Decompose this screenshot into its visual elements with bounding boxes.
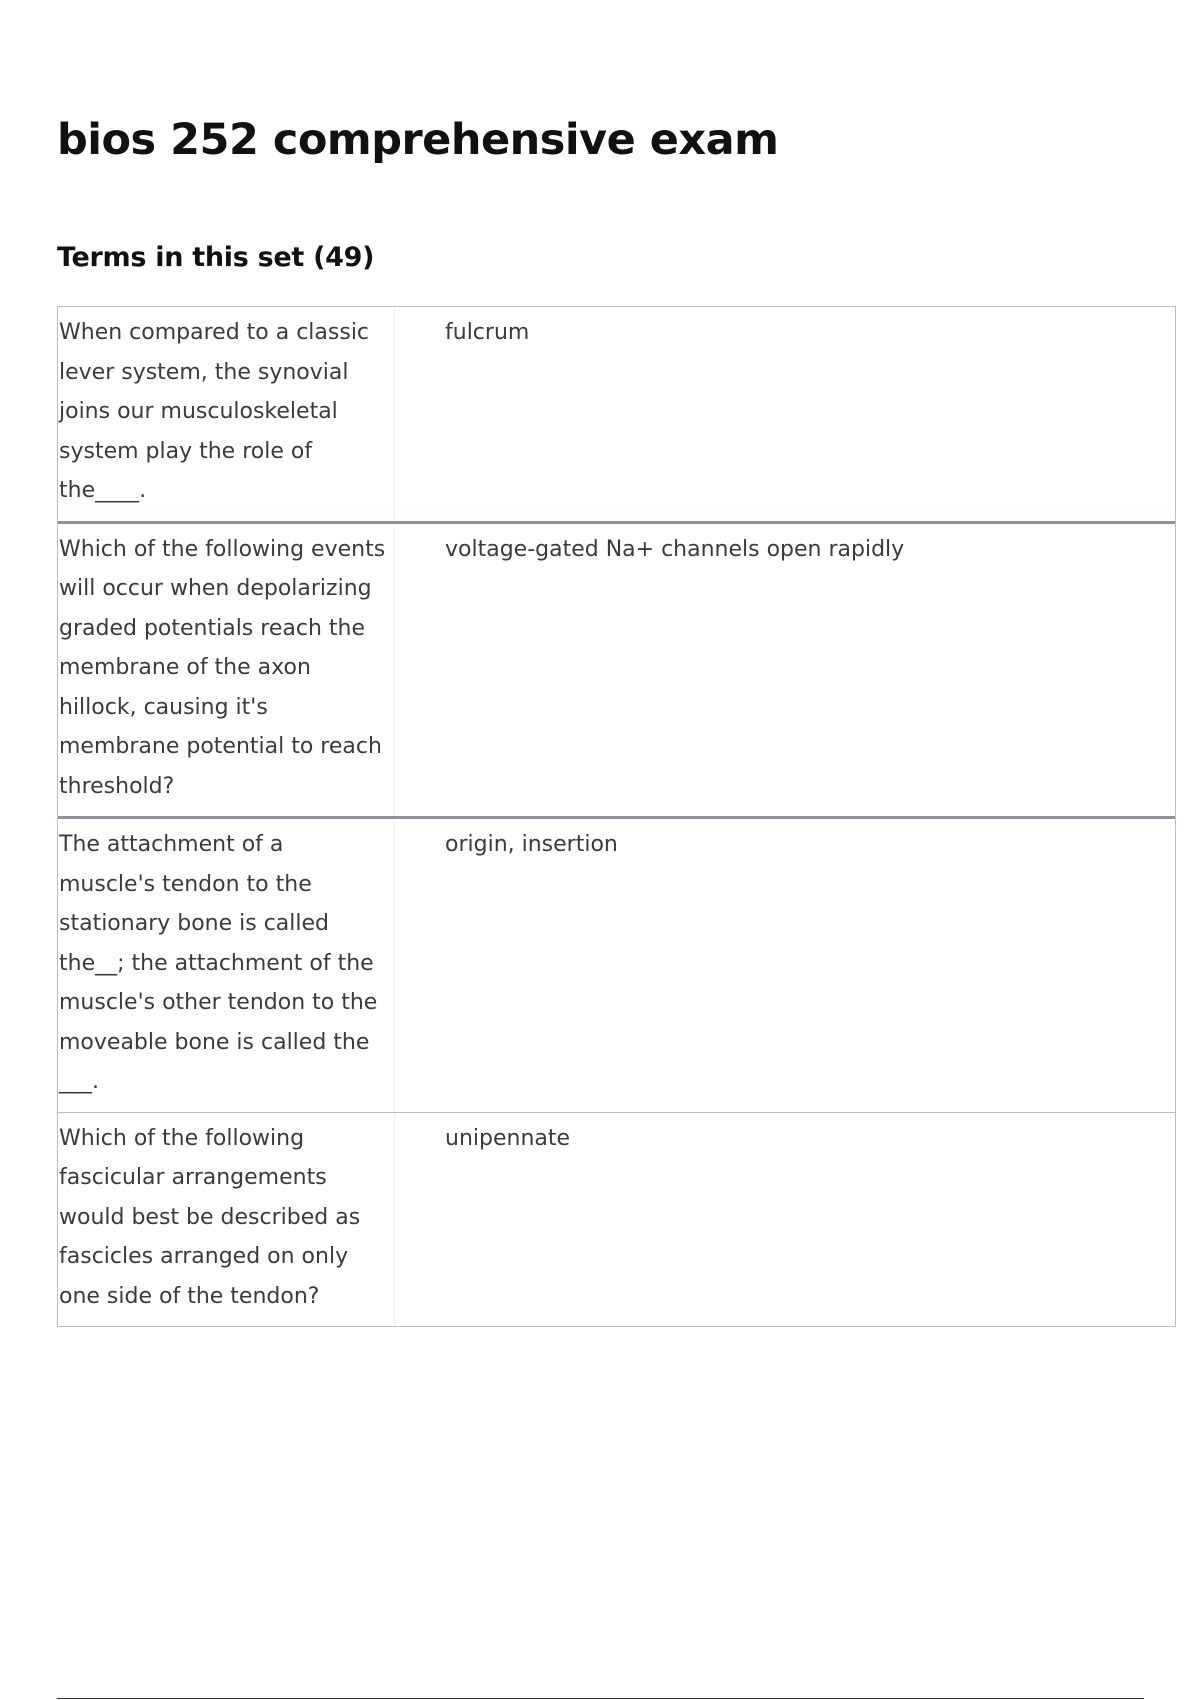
term-text: The attachment of a muscle's tendon to the stationary bone is called the__; the attachment of the muscle's other tendon to the moveable bone is called the ___. <box>58 819 395 1112</box>
table-row <box>58 1113 1175 1327</box>
term-text: Which of the following events will occur when depolarizing graded potentials reach the membrane of the axon hillock, causing it's membrane potential to reach threshold? <box>58 524 395 817</box>
table-row <box>58 819 1175 1113</box>
definition-text: voltage-gated Na+ channels open rapidly <box>445 536 905 562</box>
definition-text: unipennate <box>445 1125 571 1151</box>
definition-text: fulcrum <box>445 320 530 345</box>
definition-text: origin, insertion <box>445 832 618 857</box>
footer-divider <box>57 1698 1144 1699</box>
page-title: bios 252 comprehensive exam <box>57 115 779 165</box>
terms-table <box>57 306 1176 1327</box>
terms-count-heading: Terms in this set (49) <box>57 242 375 273</box>
term-text: When compared to a classic lever system, the synovial joins our musculoskeletal system play the role of the____. <box>58 307 395 521</box>
table-row <box>58 307 1175 524</box>
term-text: Which of the following fascicular arrangements would best be described as fascicles arranged on only one side of the tendon? <box>58 1113 395 1327</box>
table-row <box>58 524 1175 820</box>
